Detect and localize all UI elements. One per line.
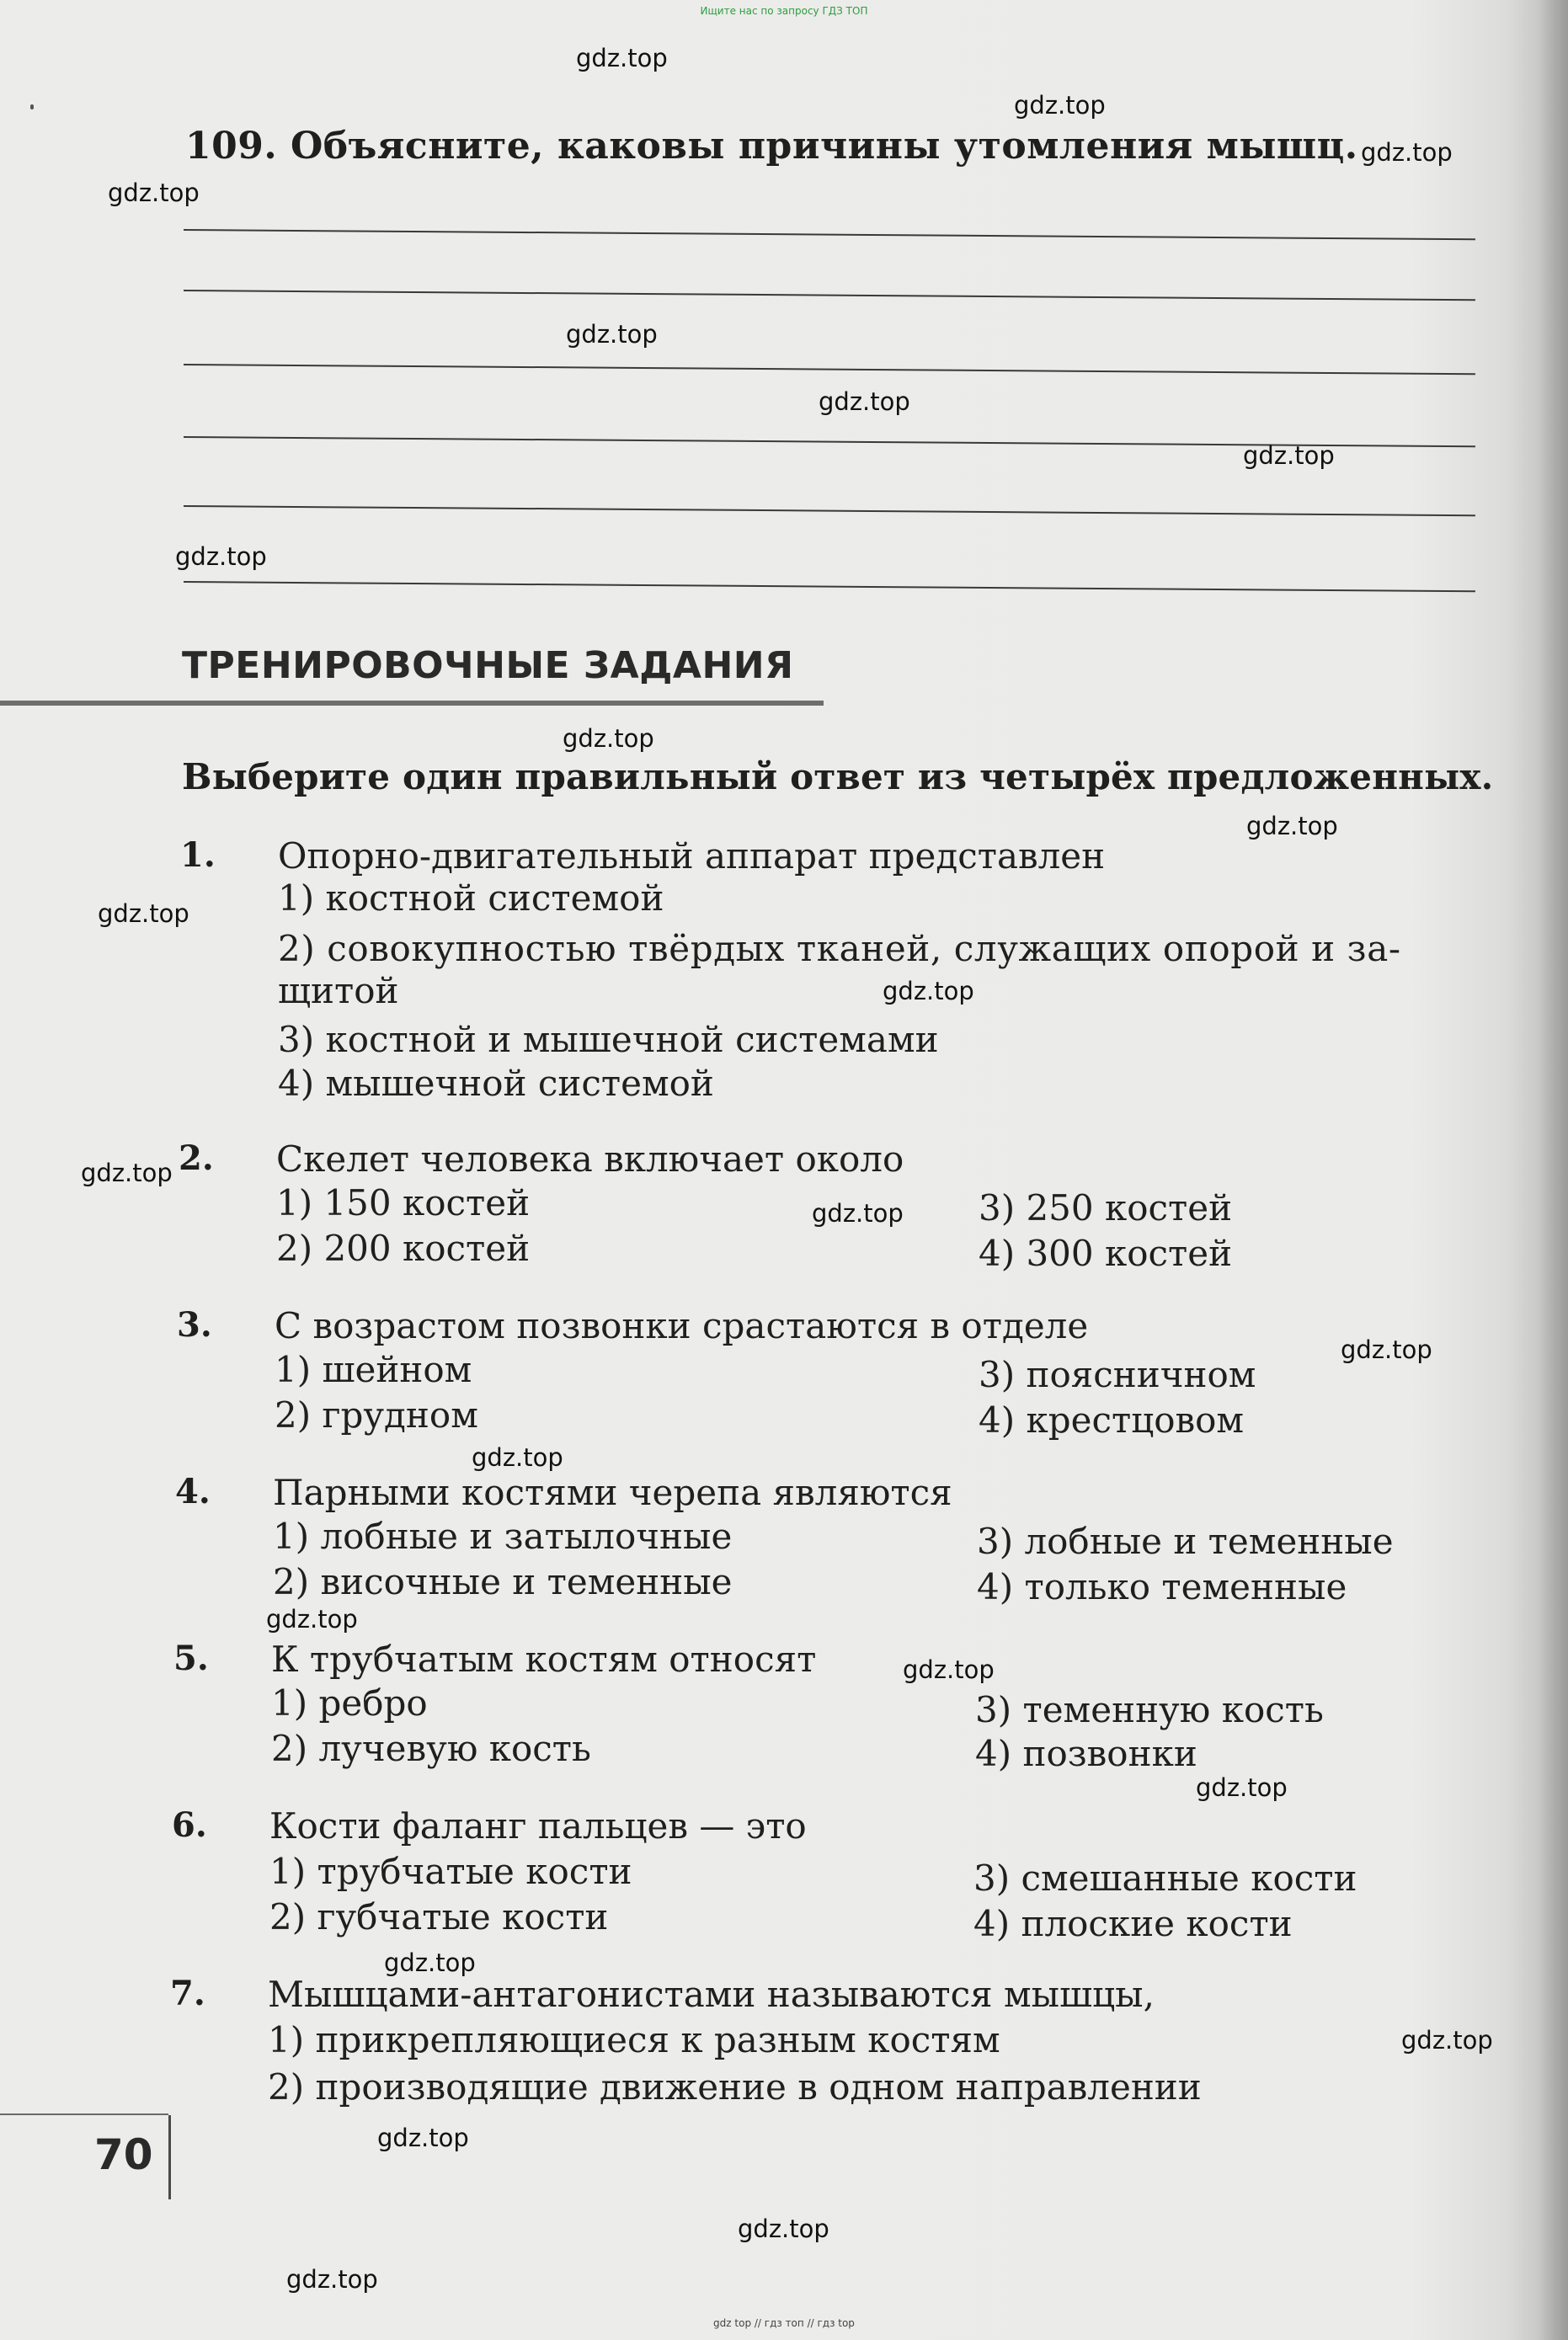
watermark: gdz.top <box>563 724 654 753</box>
watermark: gdz.top <box>98 899 189 928</box>
scan-speck <box>30 104 34 109</box>
page-number: 70 <box>94 2130 153 2179</box>
question-109: 109. Объясните, каковы причины утомления мышц. <box>185 125 1358 168</box>
answer-option: 2) 200 костей <box>276 1228 531 1269</box>
answer-option: 4) крестцовом <box>979 1399 1245 1441</box>
question-number: 6. <box>172 1805 207 1845</box>
page-number-rule <box>0 2113 168 2115</box>
watermark: gdz.top <box>566 320 658 349</box>
answer-option: 1) костной системой <box>278 877 664 919</box>
section-rule <box>0 701 824 706</box>
answer-option: 4) мышечной системой <box>278 1063 714 1104</box>
section-title: ТРЕНИРОВОЧНЫЕ ЗАДАНИЯ <box>182 644 794 687</box>
answer-option: 2) совокупностью твёрдых тканей, служащих опорой и за- <box>278 928 1401 969</box>
answer-option: 1) трубчатые кости <box>269 1851 632 1892</box>
question-number: 5. <box>173 1639 209 1678</box>
watermark: gdz.top <box>266 1605 358 1634</box>
question-text: Кости фаланг пальцев — это <box>269 1805 807 1847</box>
watermark: gdz.top <box>883 977 974 1005</box>
page-shadow-edge <box>1538 0 1568 2340</box>
watermark: gdz.top <box>377 2124 469 2152</box>
answer-option: 1) 150 костей <box>276 1182 531 1223</box>
question-text: С возрастом позвонки срастаются в отделе <box>275 1305 1089 1346</box>
answer-option: 3) теменную кость <box>975 1689 1324 1730</box>
watermark: gdz.top <box>903 1655 995 1684</box>
watermark: gdz.top <box>1401 2026 1493 2055</box>
top-banner[interactable]: Ищите нас по запросу ГДЗ ТОП <box>700 5 868 17</box>
answer-option: 1) прикрепляющиеся к разным костям <box>268 2019 1000 2060</box>
question-text: К трубчатым костям относят <box>271 1639 817 1680</box>
answer-option: 2) производящие движение в одном направлении <box>268 2066 1202 2108</box>
watermark: gdz.top <box>1246 812 1338 840</box>
answer-option: 1) шейном <box>275 1349 472 1390</box>
watermark: gdz.top <box>175 542 267 571</box>
watermark: gdz.top <box>738 2215 829 2243</box>
instruction: Выберите один правильный ответ из четырёх предложенных. <box>182 756 1494 797</box>
watermark: gdz.top <box>384 1948 476 1977</box>
watermark: gdz.top <box>1196 1773 1288 1802</box>
answer-option: 4) плоские кости <box>973 1903 1293 1944</box>
answer-option: 4) только теменные <box>977 1566 1347 1607</box>
watermark: gdz.top <box>576 44 668 72</box>
answer-option: 2) грудном <box>275 1394 478 1436</box>
answer-option: 2) губчатые кости <box>269 1896 609 1938</box>
answer-option: 2) лучевую кость <box>271 1728 591 1769</box>
answer-option: 1) ребро <box>271 1682 428 1724</box>
watermark: gdz.top <box>1341 1335 1432 1364</box>
watermark: gdz.top <box>819 387 910 416</box>
answer-option: 3) 250 костей <box>979 1187 1233 1229</box>
answer-option: 2) височные и теменные <box>273 1561 733 1602</box>
answer-option: 3) лобные и теменные <box>977 1521 1394 1562</box>
answer-option: 3) смешанные кости <box>973 1858 1357 1899</box>
watermark: gdz.top <box>472 1443 563 1472</box>
question-number: 7. <box>170 1974 205 2013</box>
answer-option: 4) позвонки <box>975 1733 1197 1774</box>
question-text: Опорно-двигательный аппарат представлен <box>278 835 1106 877</box>
answer-option: 3) костной и мышечной системами <box>278 1019 939 1060</box>
bottom-banner[interactable]: gdz top // гдз топ // гдз top <box>713 2317 855 2329</box>
answer-option: 3) поясничном <box>979 1354 1256 1395</box>
question-number: 2. <box>179 1138 214 1178</box>
question-text: Мышцами-антагонистами называются мышцы, <box>268 1974 1155 2015</box>
question-number: 3. <box>177 1305 212 1345</box>
answer-option: 1) лобные и затылочные <box>273 1516 733 1557</box>
watermark: gdz.top <box>812 1199 904 1228</box>
watermark: gdz.top <box>1014 91 1106 120</box>
watermark: gdz.top <box>108 179 200 207</box>
question-text: Скелет человека включает около <box>276 1138 904 1180</box>
question-number: 1. <box>180 835 216 875</box>
question-text: Парными костями черепа являются <box>273 1472 952 1513</box>
watermark: gdz.top <box>286 2265 378 2294</box>
answer-option: 4) 300 костей <box>979 1233 1233 1274</box>
watermark: gdz.top <box>1243 441 1335 470</box>
watermark: gdz.top <box>1361 138 1453 167</box>
page-number-divider <box>168 2115 171 2199</box>
answer-option: щитой <box>278 970 399 1011</box>
question-number: 4. <box>175 1472 211 1511</box>
watermark: gdz.top <box>81 1159 173 1187</box>
